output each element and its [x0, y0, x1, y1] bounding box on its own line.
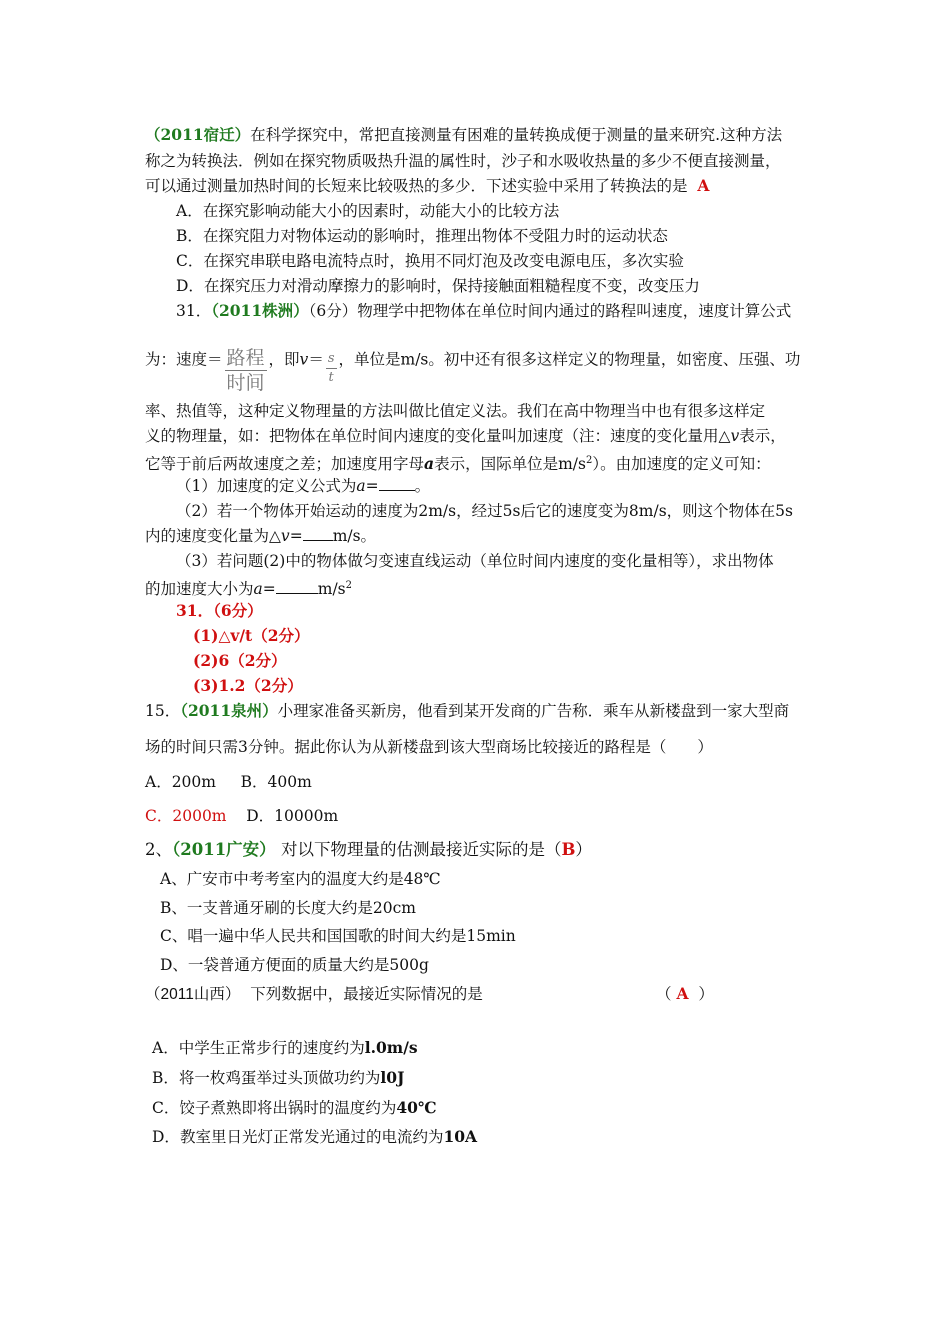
fraction-denominator: 时间: [226, 372, 265, 394]
q31-part-1: [176, 476, 430, 496]
q31-stem-line-2: [145, 336, 801, 394]
q2-answer: B: [561, 840, 576, 859]
q1-stem-text-3: 可以通过测量加热时间的长短来比较吸热的多少．下述实验中采用了转换法的是: [145, 177, 688, 195]
qsx-option-c: [152, 1098, 437, 1118]
q1-stem-line-3: [145, 176, 709, 196]
part2-unit: m/s。: [332, 527, 377, 545]
qsx-option-d: [152, 1127, 477, 1147]
s-over-t-fraction: [326, 350, 337, 387]
a-symbol-p1: a: [356, 477, 366, 495]
q31-stem-text-5: 它等于前后两故速度之差；加速度用字母: [145, 455, 425, 474]
part3-blank: [276, 579, 318, 594]
q2-stem: [145, 840, 592, 860]
part1-blank: [379, 476, 415, 491]
superscript-2: 2: [585, 455, 593, 466]
q31-stem-text: （6分）物理学中把物体在单位时间内通过的路程叫速度，速度计算公式: [308, 302, 792, 320]
q15-option-c: C．2000m: [145, 807, 227, 825]
qsx-option-b: [152, 1068, 404, 1088]
q31-part-3-line-1: （3）若问题(2)中的物体做匀变速直线运动（单位时间内速度的变化量相等），求出物体: [176, 552, 774, 570]
qsx-option-d-label: D．: [152, 1128, 180, 1146]
qsx-answer: A: [676, 984, 689, 1003]
q31-stem-text-2: ，单位是m/s。初中还有很多这样定义的物理量，如密度、压强、功: [338, 350, 801, 369]
qsx-option-b-text: 将一枚鸡蛋举过头顶做功约为: [178, 1069, 381, 1087]
q31-number: 31．: [176, 302, 212, 320]
q15-stem-text: 小理家准备买新房，他看到某开发商的广告称．乘车从新楼盘到一家大型商: [277, 702, 790, 720]
part3-unit: m/s: [317, 580, 346, 599]
q15-option-a: A．200m: [145, 773, 216, 791]
v-symbol: v: [299, 350, 309, 369]
part1-text: （1）加速度的定义公式为: [176, 477, 357, 495]
q31-part-2-line-2: [145, 526, 376, 546]
qsx-option-a-text: 中学生正常步行的速度约为: [178, 1039, 365, 1057]
equals-sign: ＝: [308, 350, 324, 369]
qsx-answer-bracket: [656, 984, 714, 1004]
qsx-option-b-value: l0J: [380, 1068, 405, 1087]
qsx-stem-text: 下列数据中，最接近实际情况的是: [250, 985, 483, 1003]
q31-answer-2: (2)6（2分）: [193, 651, 287, 670]
qsx-option-a: [152, 1038, 418, 1058]
q31-stem-line-3: 率、热值等，这种定义物理量的方法叫做比值定义法。我们在高中物理当中也有很多这样定: [145, 402, 766, 420]
q2-option-d: D、一袋普通方便面的质量大约是500g: [160, 956, 429, 974]
part3-eq: =: [262, 580, 276, 599]
q31-answer-title: 31．（6分）: [176, 601, 263, 620]
q2-source: （2011广安）: [172, 840, 276, 859]
q2-option-b: B、一支普通牙刷的长度大约是20cm: [160, 899, 416, 917]
q15-number: 15．: [145, 702, 181, 720]
q31-connector: ，即: [268, 350, 300, 369]
qsx-option-c-text: 饺子煮熟即将出锅时的温度约为: [179, 1099, 397, 1117]
q31-stem-text-5c: ）。由加速度的定义可知：: [592, 455, 771, 474]
part3-text: 的加速度大小为: [145, 580, 254, 599]
qsx-close: ）: [698, 985, 714, 1003]
v-symbol-2: v: [730, 427, 740, 445]
q31-stem-line-5: [145, 451, 771, 474]
q31-part-3-line-2: [145, 576, 352, 599]
qsx-option-a-label: A．: [152, 1039, 179, 1057]
qsx-source: （2011山西）: [145, 986, 241, 1003]
q2-close: ）: [575, 840, 592, 859]
qsx-option-c-label: C．: [152, 1099, 180, 1117]
q31-answer-3: (3)1.2（2分）: [193, 676, 303, 695]
q31-answer-1: (1)△v/t（2分）: [193, 626, 310, 645]
q31-source: （2011株洲）: [211, 301, 309, 320]
q1-source: （2011宿迁）: [145, 125, 251, 144]
q1-option-d: D．在探究压力对滑动摩擦力的影响时，保持接触面粗糙程度不变，改变压力: [176, 277, 700, 295]
part1-end: 。: [414, 477, 431, 495]
q15-options-cd: [145, 806, 338, 826]
qsx-stem: [145, 984, 483, 1005]
q31-unit-text: 表示，国际单位是m/s: [434, 455, 586, 474]
qsx-option-d-text: 教室里日光灯正常发光通过的电流约为: [179, 1128, 444, 1146]
t-symbol: t: [328, 370, 334, 385]
q1-option-a: A．在探究影响动能大小的因素时，动能大小的比较方法: [176, 202, 560, 220]
q2-number: 2、: [145, 840, 172, 859]
part2-text: 内的速度变化量为△: [145, 527, 281, 545]
speed-word-fraction: [225, 346, 267, 395]
q31-stem-line-4: [145, 426, 786, 446]
superscript-2b: 2: [345, 580, 353, 591]
q31-stem-line-1: [176, 301, 791, 321]
q1-stem-text: 在科学探究中，常把直接测量有困难的量转换成便于测量的量来研究.这种方法: [250, 126, 783, 144]
q1-stem-line-1: [145, 125, 782, 145]
q31-formula-prefix: 为：速度＝: [145, 350, 223, 369]
q2-option-c: C、唱一遍中华人民共和国国歌的时间大约是15min: [160, 927, 516, 945]
q15-options-ab: [145, 772, 312, 792]
s-symbol: s: [326, 350, 337, 369]
qsx-option-b-label: B．: [152, 1069, 179, 1087]
part1-eq: =: [365, 477, 379, 495]
q2-stem-text: 对以下物理量的估测最接近实际的是（: [280, 840, 562, 859]
a-symbol: a: [424, 454, 435, 474]
q15-source: （2011泉州）: [180, 701, 278, 720]
qsx-option-a-value: l.0m/s: [364, 1038, 418, 1057]
q31-stem-text-4: 义的物理量，如：把物体在单位时间内速度的变化量叫加速度（注：速度的变化量用△: [145, 427, 731, 445]
q15-option-b: B．400m: [240, 773, 312, 791]
part2-eq: =: [289, 527, 303, 545]
fraction-numerator: 路程: [226, 347, 265, 369]
q1-stem-line-2: [145, 151, 781, 171]
q1-option-c: C．在探究串联电路电流特点时，换用不同灯泡及改变电源电压，多次实验: [176, 252, 684, 270]
q15-stem-line-1: [145, 701, 789, 721]
v-symbol-p2: v: [280, 527, 290, 545]
qsx-open: （: [656, 985, 672, 1003]
q2-option-a: A、广安市中考考室内的温度大约是48℃: [160, 870, 441, 888]
q1-stem-text-2: 称之为转换法．例如在探究物质吸热升温的属性时，沙子和水吸收热量的多少不便直接测量，: [145, 152, 781, 170]
q15-stem-line-2: 场的时间只需3分钟。据此你认为从新楼盘到该大型商场比较接近的路程是（ ）: [145, 738, 713, 756]
q15-option-d: D．10000m: [246, 807, 339, 825]
q31-stem-text-4b: 表示，: [739, 427, 786, 445]
q31-part-2-line-1: （2）若一个物体开始运动的速度为2m/s，经过5s后它的速度变为8m/s，则这个物体在5s: [176, 502, 793, 520]
part2-blank: [303, 526, 333, 541]
q1-option-b: B．在探究阻力对物体运动的影响时，推理出物体不受阻力时的运动状态: [176, 227, 668, 245]
q1-answer: A: [697, 176, 710, 195]
qsx-option-d-value: 10A: [443, 1127, 478, 1146]
qsx-option-c-value: 40℃: [396, 1098, 437, 1117]
a-symbol-p3: a: [253, 580, 263, 599]
